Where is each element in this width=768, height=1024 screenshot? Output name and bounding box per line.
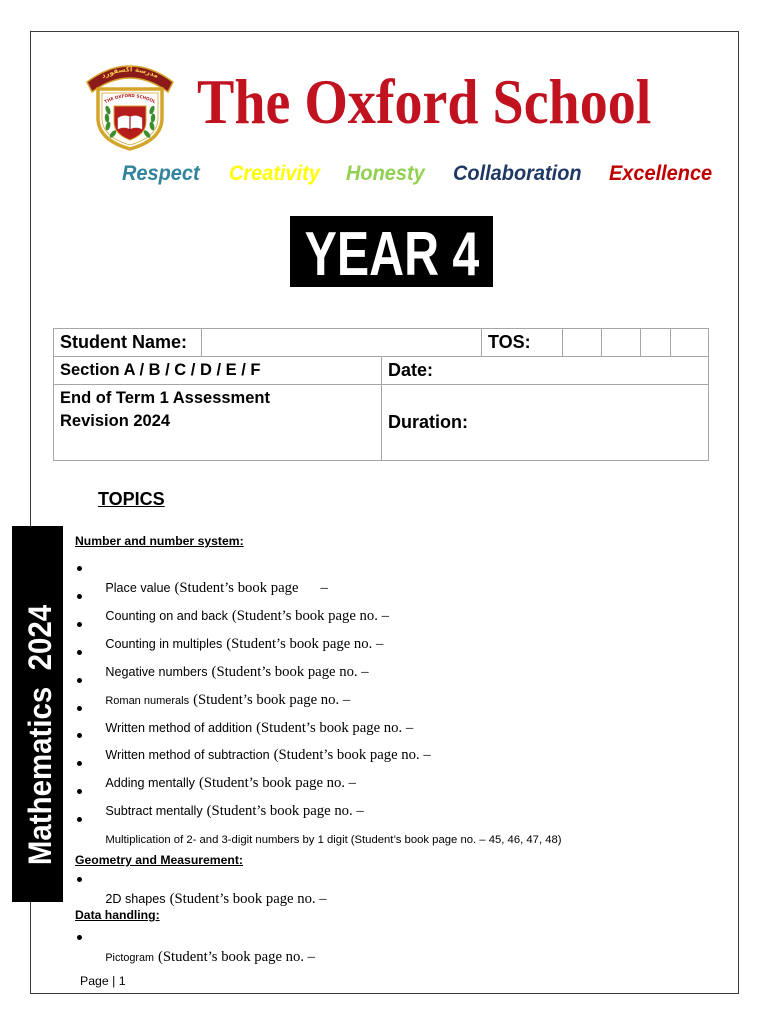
date-label: Date: <box>382 357 709 385</box>
list-item <box>98 781 364 819</box>
book-reference: (Student’s book page no. – <box>157 949 316 965</box>
year-badge-label: YEAR 4 <box>304 219 479 289</box>
value-honesty: Honesty <box>346 162 425 185</box>
school-crest-logo <box>84 56 176 151</box>
value-collaboration: Collaboration <box>453 162 582 185</box>
student-name-field <box>202 329 482 357</box>
assessment-subtitle: Revision 2024 <box>60 412 171 430</box>
topics-heading: TOPICS <box>98 489 165 509</box>
book-reference: (Student’s book page no. – <box>193 692 351 708</box>
bullet-icon <box>77 706 82 711</box>
book-reference: (Student’s book page no. – <box>273 747 431 763</box>
subject-year-label: Mathematics 2024 <box>22 604 58 866</box>
assessment-cell <box>54 385 382 461</box>
section-heading: Geometry and Measurement: <box>75 853 243 867</box>
tos-box <box>563 329 602 357</box>
school-name-title: The Oxford School <box>197 66 652 137</box>
book-reference: (Student’s book page no. – <box>226 636 384 652</box>
topic-label: Subtract mentally <box>105 804 203 818</box>
topic-label: Negative numbers <box>105 665 208 679</box>
bullet-icon <box>77 789 82 794</box>
topic-label: Written method of addition <box>105 721 253 735</box>
list-item <box>98 698 414 736</box>
duration-label: Duration: <box>382 385 709 461</box>
book-reference: (Student’s book page no. – <box>206 803 364 819</box>
list-item <box>98 642 369 680</box>
subject-year-banner <box>12 526 63 902</box>
student-name-label: Student Name: <box>54 329 202 357</box>
bullet-icon <box>77 761 82 766</box>
list-item <box>98 927 316 965</box>
list-item <box>98 753 357 791</box>
section-heading: Number and number system: <box>75 534 244 548</box>
book-reference: (Student’s book page no. – <box>231 608 389 624</box>
book-reference: (Student’s book page no. – 45, 46, 47, 48) <box>350 834 562 846</box>
list-item <box>98 586 389 624</box>
topic-label: Counting on and back <box>105 609 228 623</box>
bullet-icon <box>77 594 82 599</box>
value-respect: Respect <box>122 162 200 185</box>
bullet-icon <box>77 935 82 940</box>
bullet-icon <box>77 566 82 571</box>
crest-arabic-text: مدرسة أكسفورد <box>100 65 160 80</box>
bullet-icon <box>77 622 82 627</box>
table-row <box>54 385 709 461</box>
table-row <box>54 357 709 385</box>
list-item <box>98 558 328 596</box>
topic-label: Place value <box>105 581 171 595</box>
bullet-icon <box>77 817 82 822</box>
list-item <box>98 809 562 846</box>
book-reference: (Student’s book page no. – <box>256 720 414 736</box>
topic-label: Pictogram <box>105 952 154 964</box>
topic-label: 2D shapes <box>105 892 166 906</box>
tos-box <box>602 329 641 357</box>
table-row <box>54 329 709 357</box>
bullet-icon <box>77 733 82 738</box>
list-item <box>98 869 327 907</box>
list-item <box>98 614 384 652</box>
topic-label: Multiplication of 2- and 3-digit numbers by 1 digit <box>105 834 348 846</box>
topic-label: Counting in multiples <box>105 637 223 651</box>
crest-ribbon-text: THE OXFORD SCHOOL <box>103 92 157 105</box>
book-reference: (Student’s book page – <box>174 580 328 596</box>
topic-label: Written method of subtraction <box>105 748 270 762</box>
book-reference: (Student’s book page no. – <box>198 775 357 791</box>
tos-label: TOS: <box>482 329 563 357</box>
value-excellence: Excellence <box>609 162 713 185</box>
bullet-icon <box>77 650 82 655</box>
list-item <box>98 670 351 708</box>
section-heading: Data handling: <box>75 908 160 922</box>
bullet-icon <box>77 678 82 683</box>
year-badge <box>290 216 493 287</box>
topic-label: Adding mentally <box>105 776 195 790</box>
tos-box <box>641 329 671 357</box>
student-info-table <box>53 328 709 461</box>
page-number: Page | 1 <box>80 974 126 988</box>
section-label: Section A / B / C / D / E / F <box>54 357 382 385</box>
tos-box <box>671 329 709 357</box>
list-item <box>98 725 431 763</box>
topic-label: Roman numerals <box>105 695 190 707</box>
book-reference: (Student’s book page no. – <box>211 664 369 680</box>
value-creativity: Creativity <box>229 162 320 185</box>
book-reference: (Student’s book page no. – <box>169 891 327 907</box>
bullet-icon <box>77 877 82 882</box>
assessment-title: End of Term 1 Assessment <box>60 389 270 407</box>
